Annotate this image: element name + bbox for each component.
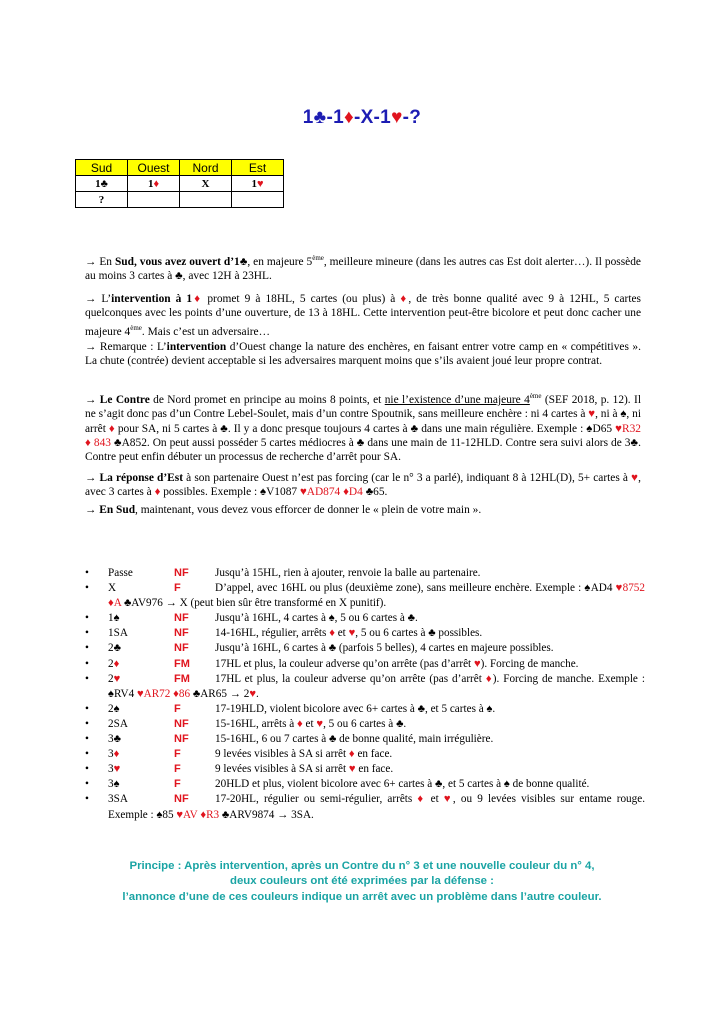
bullet-icon: • [85, 778, 89, 791]
bullet-icon: • [85, 763, 89, 776]
bid-empty [232, 192, 284, 208]
text: ♣AV976 → X (peut bien sûr être transformé en X punitif). [121, 597, 387, 610]
text: , 5 ou 6 cartes à ♣ possibles. [355, 627, 483, 640]
bid-description: Jusqu’à 16HL, 6 cartes à ♣ (parfois 5 belles), 4 cartes en majeure possibles. [215, 642, 554, 655]
bullet-icon: • [85, 672, 89, 685]
paragraph-remark [85, 340, 641, 369]
list-item [85, 672, 645, 702]
bullet-icon: • [85, 582, 89, 595]
forcing-tag: NF [174, 733, 189, 746]
text: . Mais c’est un adversaire… [141, 325, 271, 338]
paragraph-opening [85, 251, 641, 284]
forcing-tag: NF [174, 567, 189, 579]
text: 17-20HL, régulier ou semi-régulier, arrêts [215, 793, 418, 806]
text: en face. [355, 763, 394, 776]
text: ♣A852. On peut aussi posséder 5 cartes médiocres à ♣ dans une main de 11-12HLD. Contre sera suivi alors de 3♣. Contre peut enfin débuter un processus de recherche d’arrêt pour SA. [85, 437, 641, 464]
heart-suit: ♥ [588, 408, 596, 421]
heart-suit: ♥ [443, 793, 453, 806]
diamond-suit: ♦ [297, 717, 303, 730]
forcing-tag: NF [174, 717, 189, 730]
bid-description [215, 657, 645, 672]
superscript: ème [312, 254, 324, 262]
diamond-suit: ♦ [113, 657, 120, 670]
list-item [85, 747, 645, 762]
bid-name: Passe [108, 567, 133, 579]
bid-description: 15-16HL, 6 ou 7 cartes à ♣ de bonne qualité, main irrégulière. [215, 733, 494, 746]
bullet-icon: • [85, 567, 89, 579]
text: et [334, 627, 349, 640]
text: ♣ARV9874 → 3SA. [219, 808, 314, 821]
bid-name: 3♠ [108, 778, 120, 791]
list-item [85, 732, 645, 747]
text: 14-16HL, régulier, arrêts [215, 627, 330, 640]
diamond-suit: ♦ [343, 107, 354, 128]
text: , 5 ou 6 cartes à ♣. [323, 717, 407, 730]
bid-name: 1SA [108, 627, 128, 640]
red-cards: ♥R32 ♦ 843 [85, 422, 641, 450]
text: 15-16HL, arrêts à [215, 717, 298, 730]
diamond-suit: ♦ [485, 672, 493, 685]
bid-level: 2 [108, 672, 114, 685]
arrow-icon: → [85, 341, 97, 353]
heart-suit: ♥ [348, 627, 356, 640]
text: L’ [96, 293, 112, 305]
list-item [85, 626, 645, 641]
bid-name: 2SA [108, 717, 128, 730]
bid-name: X [108, 582, 117, 595]
principle-line: Principe : Après intervention, après un Contre du n° 3 et une nouvelle couleur du n° 4, [129, 860, 595, 872]
text: 9 levées visibles à SA si arrêt [215, 748, 349, 761]
bid-name: 1♠ [108, 612, 120, 625]
bullet-icon: • [85, 748, 89, 761]
heart-suit: ♥ [113, 763, 121, 776]
bullet-icon: • [85, 717, 89, 730]
list-item [85, 792, 645, 822]
text: de Nord promet en principe au moins 8 points, et [149, 393, 385, 406]
list-item [85, 657, 645, 672]
text: , meilleure mineure (dans les autres cas Est doit alerter…). Il possède au moins 3 cartes à ♣, avec 12H à 23HL. [85, 255, 641, 283]
forcing-tag: F [174, 702, 181, 715]
heart-suit: ♥ [113, 672, 121, 685]
bid-ouest [128, 176, 180, 192]
bid-level: 3 [108, 763, 114, 776]
heart-suit: ♥ [256, 177, 264, 190]
bid-description [215, 762, 645, 777]
list-item [85, 566, 645, 581]
text: , de très bonne qualité avec 9 à 12HL, 5 cartes quelconques avec les points d’une ouverture, de 13 à 18HL. Cette intervention peut-être bicolore et peut donc cacher une majeure 4 [85, 293, 641, 338]
page-title [0, 107, 724, 129]
bidding-table [75, 159, 284, 208]
heart-suit: ♥ [348, 763, 356, 776]
bullet-icon: • [85, 657, 89, 670]
bid-description [215, 717, 645, 732]
bid-empty [180, 192, 232, 208]
bid-level: 1 [95, 177, 101, 190]
bold-text: intervention à 1 [111, 293, 193, 305]
heart-suit: ♥ [391, 107, 403, 128]
club-suit: ♣ [313, 107, 327, 128]
bullet-icon: • [85, 793, 89, 806]
bid-name [108, 747, 119, 762]
bid-name [108, 657, 119, 672]
red-cards: ♥8752 ♦A [108, 582, 645, 610]
superscript: ème [130, 323, 142, 332]
header-est: Est [232, 160, 284, 176]
header-ouest: Ouest [128, 160, 180, 176]
diamond-suit: ♦ [348, 748, 355, 761]
text: et [425, 793, 444, 806]
text: pour SA, ni 5 cartes à ♣. Il y a donc presque toujours 4 cartes à ♣ dans une main régulière. Exemple : ♠D65 [114, 422, 616, 435]
list-item [85, 702, 645, 717]
list-item [85, 641, 645, 656]
forcing-tag: F [174, 582, 181, 595]
diamond-suit: ♦ [417, 793, 426, 806]
text: (SEF 2018, p. 12). Il ne s’agit donc pas d’un Contre Lebel-Soulet, mais d’un contre Spoutnik, sans meilleure enchère : ni 4 cartes à [85, 393, 642, 421]
bid-level: 3 [108, 748, 114, 761]
text: , ni à ♠, ni arrêt [85, 408, 641, 435]
bid-name [108, 672, 120, 687]
text: D’appel, avec 16HL ou plus (deuxième zone), sans meilleure enchère. Exemple : ♠AD4 [215, 582, 616, 595]
paragraph-reponse-est [85, 471, 641, 500]
bid-description: 17-19HLD, violent bicolore avec 6+ cartes à ♣, et 5 cartes à ♠. [215, 702, 496, 715]
bullet-icon: • [85, 612, 89, 625]
text: d’Ouest change la nature des enchères, en faisant entrer votre camp en « compétitives ». La chute (contrée) devient acceptable si les adversaires marquent moins que s’ils avaient joué leur propre contrat. [85, 341, 641, 368]
bid-level: 2 [108, 657, 114, 670]
arrow-icon: → [85, 472, 97, 484]
text: Remarque : L’ [96, 341, 167, 353]
forcing-tag: F [174, 763, 181, 776]
forcing-tag: FM [174, 657, 190, 670]
list-item [85, 762, 645, 777]
bid-est [232, 176, 284, 192]
principle-line: deux couleurs ont été exprimées par la défense : [230, 875, 494, 888]
paragraph-intervention [85, 292, 641, 339]
text: ♣AR65 → 2 [190, 687, 250, 700]
diamond-suit: ♦ [113, 748, 120, 761]
text: , ou 9 levées visibles sur entame rouge. Exemple : ♠85 [108, 793, 645, 821]
arrow-icon: → [85, 293, 97, 305]
text: à son partenaire Ouest n’est pas forcing (car le n° 3 a parlé), indiquant 8 à 12HL(D), 5+ cartes à [183, 472, 632, 484]
header-nord: Nord [180, 160, 232, 176]
bullet-icon: • [85, 627, 89, 640]
heart-suit: ♥ [631, 472, 639, 484]
diamond-suit: ♦ [154, 486, 161, 499]
diamond-suit: ♦ [400, 293, 409, 305]
paragraph-contre [85, 389, 641, 465]
bid-nord: X [180, 176, 232, 192]
red-cards: ♥AD874 ♦D4 [299, 486, 363, 499]
list-item [85, 581, 645, 611]
forcing-tag: F [174, 748, 181, 761]
title-part: -X-1 [353, 107, 392, 128]
bid-list [85, 566, 645, 823]
heart-suit: ♥ [249, 687, 256, 700]
heart-suit: ♥ [316, 717, 324, 730]
bid-level: 1 [251, 177, 257, 190]
bold-text: Le Contre [99, 393, 150, 406]
bid-sud: ? [76, 192, 128, 208]
title-part: -? [402, 107, 422, 128]
principle-line: l’annonce d’une de ces couleurs indique un arrêt avec un problème dans l’autre couleur. [122, 890, 602, 903]
title-part: 1 [302, 107, 314, 128]
bid-name [108, 762, 120, 777]
bullet-icon: • [85, 733, 89, 746]
heart-suit: ♥ [473, 657, 481, 670]
bid-description [215, 626, 645, 641]
text: 9 levées visibles à SA si arrêt [215, 763, 349, 776]
bid-empty [128, 192, 180, 208]
arrow-icon: → [85, 504, 97, 516]
forcing-tag: NF [174, 642, 189, 655]
forcing-tag: F [174, 778, 181, 791]
bidding-row [76, 192, 284, 208]
bold-text: En Sud [99, 504, 136, 516]
forcing-tag: NF [174, 793, 189, 806]
bid-description: 20HLD et plus, violent bicolore avec 6+ cartes à ♣, et 5 cartes à ♠ de bonne qualité. [215, 778, 590, 791]
arrow-icon: → [85, 255, 97, 268]
header-sud: Sud [76, 160, 128, 176]
bold-text: intervention [166, 341, 227, 353]
bid-description [215, 747, 645, 762]
list-item [85, 777, 645, 792]
text: ). Forcing de manche. Exemple : ♠RV4 [108, 672, 645, 700]
club-suit: ♣ [100, 177, 108, 190]
bid-description: Jusqu’à 15HL, rien à ajouter, renvoie la balle au partenaire. [215, 567, 481, 579]
bidding-header-row [76, 160, 284, 176]
text: et [302, 717, 317, 730]
title-part: -1 [326, 107, 344, 128]
diamond-suit: ♦ [192, 293, 203, 305]
bid-name: 3♣ [108, 733, 121, 746]
list-item [85, 611, 645, 626]
list-item [85, 717, 645, 732]
forcing-tag: NF [174, 627, 189, 640]
forcing-tag: FM [174, 672, 190, 685]
principle-note [90, 859, 634, 905]
bidding-row [76, 176, 284, 192]
forcing-tag: NF [174, 612, 189, 625]
bold-text: La réponse d’Est [99, 472, 184, 484]
diamond-suit: ♦ [108, 422, 115, 435]
bid-name: 2♠ [108, 702, 120, 715]
diamond-suit: ♦ [153, 177, 160, 190]
text: . [255, 687, 259, 700]
text: , en majeure 5 [247, 255, 313, 268]
paragraph-en-sud [85, 503, 641, 517]
bid-name: 3SA [108, 793, 128, 806]
text: En [96, 255, 115, 268]
underlined-text: nie l’existence d’une majeure 4 [384, 393, 530, 406]
text: ). Forcing de manche. [480, 657, 579, 670]
bid-level: 1 [147, 177, 154, 190]
bid-description [108, 581, 645, 611]
text: 17HL et plus, la couleur adverse qu’on arrête (pas d’arrêt [215, 672, 486, 685]
bullet-icon: • [85, 702, 89, 715]
bullet-icon: • [85, 642, 89, 655]
diamond-suit: ♦ [329, 627, 335, 640]
bold-text: Sud, vous avez ouvert d’1♣ [114, 255, 248, 268]
text: , avec 3 cartes à [85, 472, 642, 499]
text: en face. [354, 748, 393, 761]
text: ♣65. [362, 486, 388, 499]
bid-name: 2♣ [108, 642, 121, 655]
bid-sud [76, 176, 128, 192]
text: possibles. Exemple : ♠V1087 [160, 486, 300, 499]
red-cards: ♥AR72 ♦86 [136, 687, 191, 700]
text: , maintenant, vous devez vous efforcer de donner le « plein de votre main ». [135, 504, 482, 516]
red-cards: ♥AV ♦R3 [176, 808, 220, 821]
superscript: ème [529, 392, 542, 400]
arrow-icon: → [85, 393, 97, 406]
bid-description: Jusqu’à 16HL, 4 cartes à ♠, 5 ou 6 cartes à ♣. [215, 612, 418, 625]
text: 17HL et plus, la couleur adverse qu’on arrête (pas d’arrêt [215, 657, 474, 670]
text: promet 9 à 18HL, 5 cartes (ou plus) à [202, 293, 401, 305]
